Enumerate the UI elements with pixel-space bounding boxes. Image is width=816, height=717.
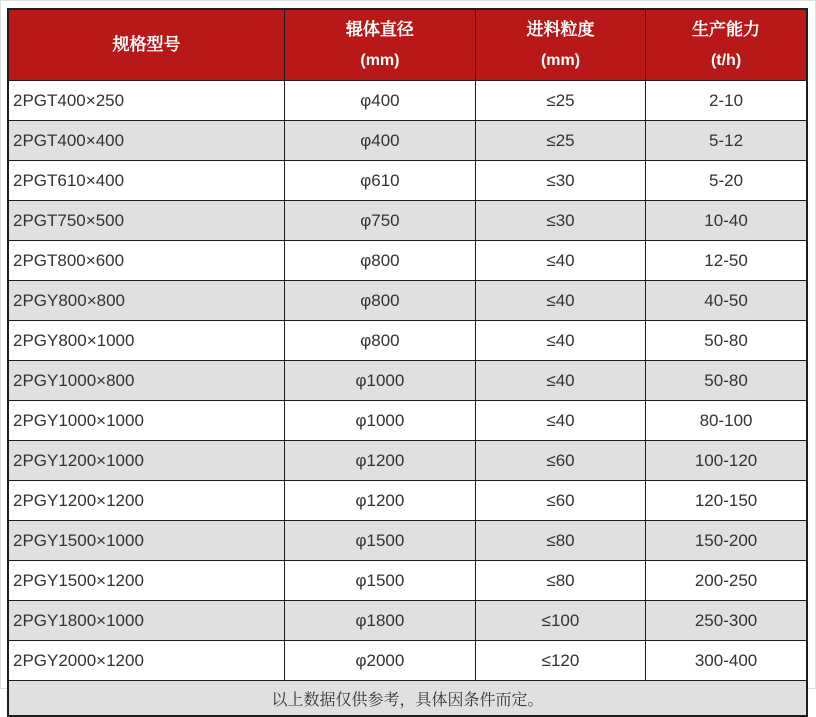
capacity-cell: 50-80 xyxy=(646,361,807,401)
diameter-cell: φ400 xyxy=(284,81,475,121)
diameter-cell: φ1200 xyxy=(284,441,475,481)
header-capacity-label: 生产能力 xyxy=(692,19,761,39)
feed-size-cell: ≤40 xyxy=(475,241,645,281)
feed-size-cell: ≤40 xyxy=(475,321,645,361)
diameter-cell: φ1800 xyxy=(284,601,475,641)
table-row xyxy=(8,481,807,521)
model-cell: 2PGY1200×1000 xyxy=(8,441,284,481)
feed-size-cell: ≤25 xyxy=(475,121,645,161)
feed-size-cell: ≤60 xyxy=(475,481,645,521)
table-row xyxy=(8,241,807,281)
model-cell: 2PGY1000×800 xyxy=(8,361,284,401)
header-roller-diameter-unit: (mm) xyxy=(360,52,400,70)
feed-size-cell: ≤30 xyxy=(475,201,645,241)
capacity-cell: 50-80 xyxy=(646,321,807,361)
feed-size-cell: ≤25 xyxy=(475,81,645,121)
table-footnote-row xyxy=(8,681,807,717)
diameter-cell: φ1500 xyxy=(284,561,475,601)
table-row xyxy=(8,641,807,681)
model-cell: 2PGY1000×1000 xyxy=(8,401,284,441)
table-row xyxy=(8,161,807,201)
table-row xyxy=(8,321,807,361)
model-cell: 2PGY2000×1200 xyxy=(8,641,284,681)
header-feed-size xyxy=(475,9,645,81)
table-row xyxy=(8,81,807,121)
model-cell: 2PGT400×250 xyxy=(8,81,284,121)
capacity-cell: 200-250 xyxy=(646,561,807,601)
diameter-cell: φ800 xyxy=(284,281,475,321)
capacity-cell: 100-120 xyxy=(646,441,807,481)
feed-size-cell: ≤80 xyxy=(475,561,645,601)
diameter-cell: φ1500 xyxy=(284,521,475,561)
feed-size-cell: ≤100 xyxy=(475,601,645,641)
model-cell: 2PGY1500×1200 xyxy=(8,561,284,601)
header-feed-size-label: 进料粒度 xyxy=(526,19,595,39)
header-capacity xyxy=(646,9,807,81)
model-cell: 2PGT400×400 xyxy=(8,121,284,161)
capacity-cell: 10-40 xyxy=(646,201,807,241)
model-cell: 2PGT610×400 xyxy=(8,161,284,201)
capacity-cell: 2-10 xyxy=(646,81,807,121)
capacity-cell: 12-50 xyxy=(646,241,807,281)
feed-size-cell: ≤60 xyxy=(475,441,645,481)
feed-size-cell: ≤30 xyxy=(475,161,645,201)
table-row xyxy=(8,561,807,601)
model-cell: 2PGY800×1000 xyxy=(8,321,284,361)
diameter-cell: φ750 xyxy=(284,201,475,241)
table-row xyxy=(8,121,807,161)
capacity-cell: 5-12 xyxy=(646,121,807,161)
feed-size-cell: ≤40 xyxy=(475,361,645,401)
feed-size-cell: ≤80 xyxy=(475,521,645,561)
model-cell: 2PGY1200×1200 xyxy=(8,481,284,521)
table-row xyxy=(8,521,807,561)
diameter-cell: φ1000 xyxy=(284,401,475,441)
feed-size-cell: ≤40 xyxy=(475,401,645,441)
diameter-cell: φ800 xyxy=(284,321,475,361)
model-cell: 2PGT750×500 xyxy=(8,201,284,241)
diameter-cell: φ800 xyxy=(284,241,475,281)
header-feed-size-unit: (mm) xyxy=(540,52,581,70)
table-footnote: 以上数据仅供参考，具体因条件而定。 xyxy=(8,681,807,717)
capacity-cell: 300-400 xyxy=(646,641,807,681)
table-row xyxy=(8,201,807,241)
model-cell: 2PGY1500×1000 xyxy=(8,521,284,561)
table-header-row xyxy=(8,9,807,81)
header-model xyxy=(8,9,284,81)
table-row xyxy=(8,441,807,481)
model-cell: 2PGY800×800 xyxy=(8,281,284,321)
model-cell: 2PGY1800×1000 xyxy=(8,601,284,641)
capacity-cell: 120-150 xyxy=(646,481,807,521)
table-row xyxy=(8,361,807,401)
diameter-cell: φ1000 xyxy=(284,361,475,401)
feed-size-cell: ≤120 xyxy=(475,641,645,681)
header-model-label: 规格型号 xyxy=(112,34,181,54)
model-cell: 2PGT800×600 xyxy=(8,241,284,281)
diameter-cell: φ1200 xyxy=(284,481,475,521)
table-row xyxy=(8,281,807,321)
header-capacity-unit: (t/h) xyxy=(710,52,742,70)
capacity-cell: 150-200 xyxy=(646,521,807,561)
capacity-cell: 5-20 xyxy=(646,161,807,201)
feed-size-cell: ≤40 xyxy=(475,281,645,321)
capacity-cell: 250-300 xyxy=(646,601,807,641)
spec-table xyxy=(7,8,808,717)
diameter-cell: φ400 xyxy=(284,121,475,161)
capacity-cell: 40-50 xyxy=(646,281,807,321)
table-row xyxy=(8,601,807,641)
table-row xyxy=(8,401,807,441)
diameter-cell: φ610 xyxy=(284,161,475,201)
header-roller-diameter-label: 辊体直径 xyxy=(345,19,414,39)
capacity-cell: 80-100 xyxy=(646,401,807,441)
header-roller-diameter xyxy=(284,9,475,81)
diameter-cell: φ2000 xyxy=(284,641,475,681)
